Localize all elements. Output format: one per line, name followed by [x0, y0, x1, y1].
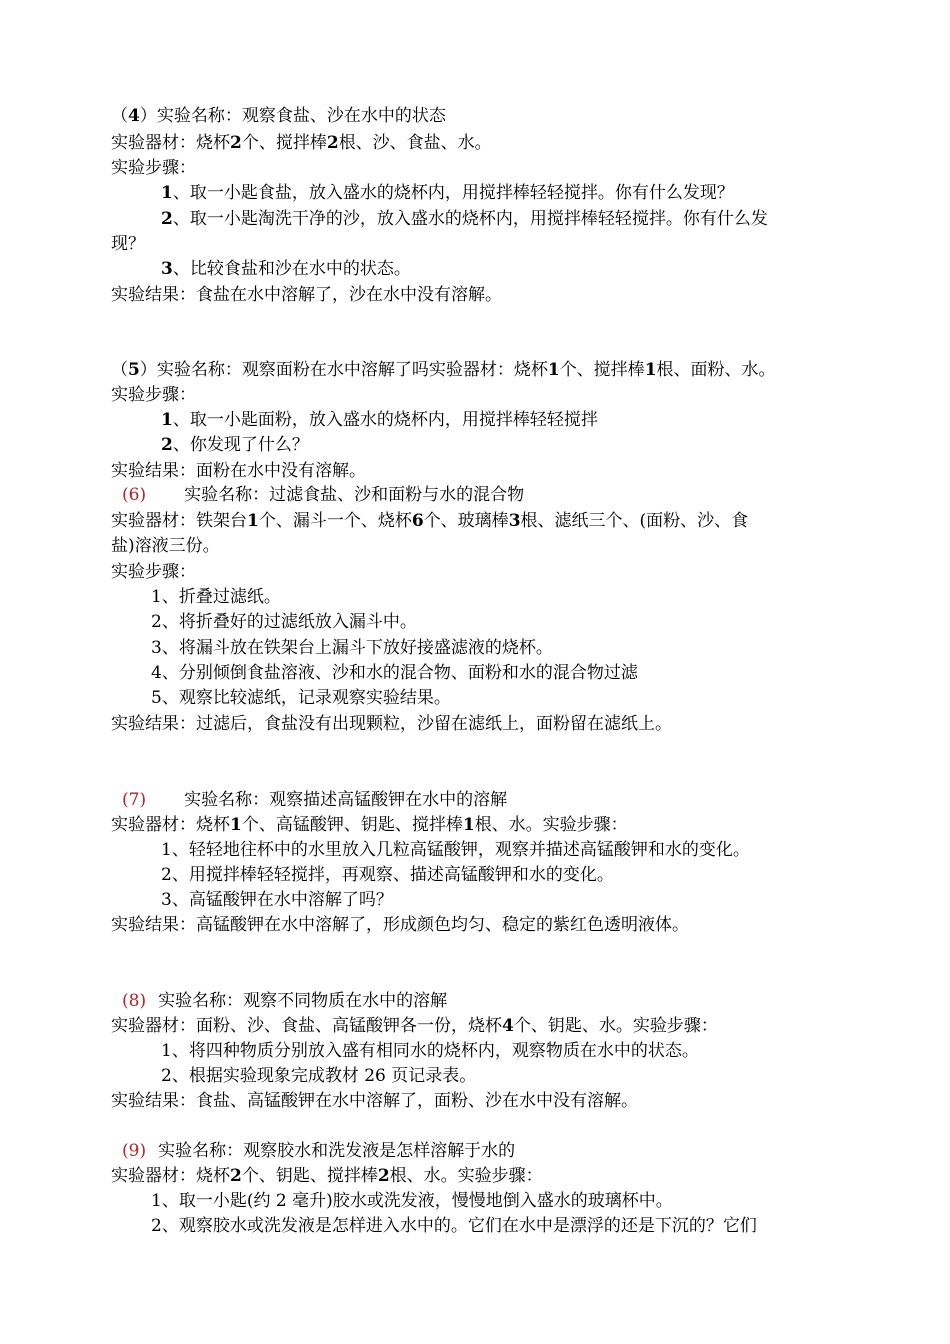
exp4-step-1 — [161, 182, 734, 204]
exp6-steps-label: 实验步骤： — [111, 562, 196, 582]
exp5-step-1-text: 、取一小匙面粉，放入盛水的烧杯内，用搅拌棒轻轻搅拌 — [172, 410, 598, 430]
exp4-mat-n2: 2 — [326, 133, 339, 153]
exp9-step-1: 1、取一小匙(约 2 毫升)胶水或洗发液，慢慢地倒入盛水的玻璃杯中。 — [151, 1191, 673, 1211]
exp9-mat-n2: 2 — [377, 1166, 390, 1186]
exp8-number: (8) — [122, 991, 147, 1011]
exp6-mat-p2: 个、漏斗一个、烧杯 — [258, 511, 412, 531]
exp7-title-text: 实验名称：观察描述高锰酸钾在水中的溶解 — [184, 790, 508, 810]
exp9-mat-p1: 实验器材：烧杯 — [111, 1166, 230, 1186]
exp4-title-text: ）实验名称：观察食盐、沙在水中的状态 — [139, 106, 446, 126]
exp9-mat-n1: 2 — [230, 1166, 242, 1186]
exp8-step-1: 1、将四种物质分别放入盛有相同水的烧杯内，观察物质在水中的状态。 — [161, 1041, 699, 1061]
exp6-mat-n1: 1 — [247, 511, 259, 531]
exp8-mat-p1: 实验器材：面粉、沙、食盐、高锰酸钾各一份，烧杯 — [111, 1016, 502, 1036]
exp6-title-text: 实验名称：过滤食盐、沙和面粉与水的混合物 — [184, 485, 525, 505]
exp4-step-2-num: 2 — [161, 209, 173, 229]
exp9-title-text: 实验名称：观察胶水和洗发液是怎样溶解于水的 — [158, 1141, 516, 1161]
exp5-number: 5 — [128, 360, 140, 380]
exp5-result: 实验结果：面粉在水中没有溶解。 — [111, 461, 366, 481]
exp4-result: 实验结果：食盐在水中溶解了，沙在水中没有溶解。 — [111, 285, 502, 305]
exp6-materials-cont: 盐)溶液三份。 — [111, 536, 220, 556]
exp5-step-1-num: 1 — [161, 410, 173, 430]
exp5-step-2 — [161, 434, 309, 456]
exp5-step-1 — [161, 409, 598, 431]
exp4-title — [111, 105, 446, 127]
exp6-step-1: 1、折叠过滤纸。 — [151, 587, 281, 607]
exp5-title-text: ）实验名称：观察面粉在水中溶解了吗实验器材：烧杯 — [139, 360, 548, 380]
exp6-mat-p3: 个、玻璃棒 — [423, 511, 509, 531]
exp7-mat-p1: 实验器材：烧杯 — [111, 815, 230, 835]
exp6-mat-n2: 6 — [411, 511, 424, 531]
exp8-mat-n1: 4 — [502, 1016, 514, 1036]
exp6-mat-p4: 根、滤纸三个、(面粉、沙、食 — [520, 511, 749, 531]
exp6-step-4: 4、分别倾倒食盐溶液、沙和水的混合物、面粉和水的混合物过滤 — [151, 663, 638, 683]
exp8-materials — [111, 1015, 718, 1037]
exp5-title-n2: 1 — [644, 360, 657, 380]
exp8-title-text: 实验名称：观察不同物质在水中的溶解 — [158, 991, 448, 1011]
exp4-mat-p2: 个、搅拌棒 — [241, 133, 327, 153]
exp6-materials — [111, 510, 748, 532]
exp7-step-3: 3、高锰酸钾在水中溶解了吗？ — [161, 890, 393, 910]
exp7-mat-n1: 1 — [230, 815, 242, 835]
exp4-mat-p1: 实验器材：烧杯 — [111, 133, 230, 153]
exp5-step-2-num: 2 — [161, 435, 173, 455]
exp7-step-1: 1、轻轻地往杯中的水里放入几粒高锰酸钾，观察并描述高锰酸钾和水的变化。 — [161, 840, 750, 860]
exp5-title-p4: 根、面粉、水。 — [656, 360, 776, 380]
exp7-step-2: 2、用搅拌棒轻轻搅拌，再观察、描述高锰酸钾和水的变化。 — [161, 865, 614, 885]
exp7-result: 实验结果：高锰酸钾在水中溶解了，形成颜色均匀、稳定的紫红色透明液体。 — [111, 915, 689, 935]
exp7-number: (7) — [122, 790, 147, 810]
exp5-title-open: （ — [111, 360, 128, 380]
exp4-mat-n1: 2 — [230, 133, 242, 153]
exp4-step-1-text: 、取一小匙食盐，放入盛水的烧杯内，用搅拌棒轻轻搅拌。你有什么发现？ — [172, 183, 734, 203]
exp4-steps-label: 实验步骤： — [111, 158, 196, 178]
exp5-title-n1: 1 — [547, 360, 560, 380]
exp4-mat-p3: 根、沙、食盐、水。 — [338, 133, 492, 153]
exp4-materials — [111, 132, 492, 154]
exp5-steps-label: 实验步骤： — [111, 385, 196, 405]
exp6-mat-n3: 3 — [508, 511, 521, 531]
exp6-title — [111, 484, 524, 506]
exp6-result: 实验结果：过滤后，食盐没有出现颗粒，沙留在滤纸上，面粉留在滤纸上。 — [111, 714, 672, 734]
exp9-title — [111, 1140, 515, 1162]
exp4-step-2-cont: 现？ — [111, 234, 145, 254]
exp5-title — [111, 359, 776, 381]
exp7-materials — [111, 814, 628, 836]
exp7-mat-p3: 根、水。实验步骤： — [474, 815, 628, 835]
exp9-mat-p2: 个、钥匙、搅拌棒 — [241, 1166, 378, 1186]
exp6-mat-p1: 实验器材：铁架台 — [111, 511, 247, 531]
exp8-step-2: 2、根据实验现象完成教材 26 页记录表。 — [161, 1066, 477, 1086]
exp4-step-3-text: 、比较食盐和沙在水中的状态。 — [172, 259, 411, 279]
exp9-step-2: 2、观察胶水或洗发液是怎样进入水中的。它们在水中是漂浮的还是下沉的？它们 — [151, 1216, 757, 1236]
exp4-step-2-text: 、取一小匙淘洗干净的沙，放入盛水的烧杯内，用搅拌棒轻轻搅拌。你有什么发 — [172, 209, 768, 229]
exp8-result: 实验结果：食盐、高锰酸钾在水中溶解了，面粉、沙在水中没有溶解。 — [111, 1091, 638, 1111]
exp5-step-2-text: 、你发现了什么？ — [172, 435, 309, 455]
exp7-mat-n2: 1 — [462, 815, 475, 835]
exp6-step-3: 3、将漏斗放在铁架台上漏斗下放好接盛滤液的烧杯。 — [151, 638, 553, 658]
exp7-title — [111, 789, 507, 811]
exp8-mat-p2: 个、钥匙、水。实验步骤： — [513, 1016, 718, 1036]
exp8-title — [111, 990, 447, 1012]
exp9-materials — [111, 1165, 543, 1187]
exp6-number: (6) — [122, 485, 147, 505]
exp4-step-1-num: 1 — [161, 183, 173, 203]
exp6-step-5: 5、观察比较滤纸，记录观察实验结果。 — [151, 688, 451, 708]
exp4-step-3 — [161, 258, 411, 280]
exp4-title-open: （ — [111, 106, 128, 126]
exp4-step-2 — [161, 208, 768, 230]
exp6-step-2: 2、将折叠好的过滤纸放入漏斗中。 — [151, 612, 417, 632]
exp5-title-p3: 个、搅拌棒 — [559, 360, 645, 380]
exp9-mat-p3: 根、水。实验步骤： — [389, 1166, 543, 1186]
exp4-number: 4 — [128, 106, 140, 126]
exp4-step-3-num: 3 — [161, 259, 173, 279]
exp7-mat-p2: 个、高锰酸钾、钥匙、搅拌棒 — [241, 815, 463, 835]
exp9-number: (9) — [122, 1141, 147, 1161]
